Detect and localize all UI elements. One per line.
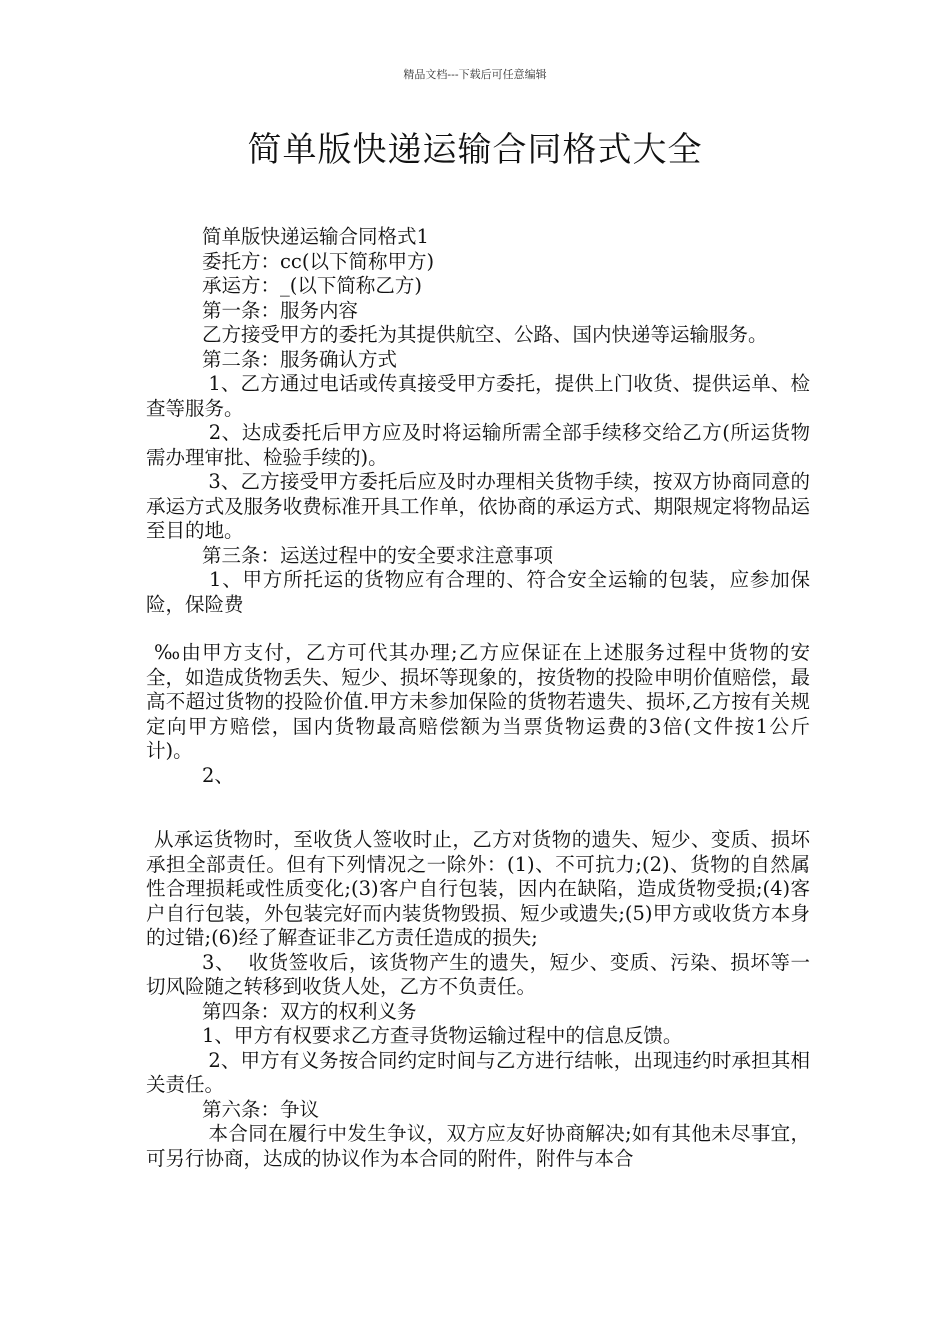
article-6-text: 本合同在履行中发生争议，双方应友好协商解决;如有其他未尽事宜，可另行协商，达成的协议作为本合同的附件，附件与本合 [146,1122,810,1170]
spacer [146,617,810,641]
article-3-item-2-number: 2、 [202,763,234,787]
article-4-heading: 第四条：双方的权利义务 [202,999,417,1023]
article-3-heading: 第三条：运送过程中的安全要求注意事项 [202,543,554,567]
article-2-item-3: 3、乙方接受甲方委托后应及时办理相关货物手续，按双方协商同意的承运方式及服务收费标准开具工作单，依协商的承运方式、期限规定将物品运至目的地。 [146,470,810,542]
article-4-item-1: 1、甲方有权要求乙方查寻货物运输过程中的信息反馈。 [202,1024,683,1047]
article-6-heading: 第六条：争议 [202,1097,320,1121]
article-1-heading: 第一条：服务内容 [202,298,359,322]
article-3-item-3: 3、 收货签收后，该货物产生的遗失，短少、变质、污染、损坏等一切风险随之转移到收货人处，乙方不负责任。 [146,950,810,998]
header-note: 精品文档---下载后可任意编辑 [403,68,547,81]
article-3-item-2-text: 从承运货物时，至收货人签收时止，乙方对货物的遗失、短少、变质、损坏承担全部责任。但有下列情况之一除外：(1)、不可抗力;(2)、货物的自然属性合理损耗或性质变化;(3)客户自行包装，因内在缺陷，造成货物受损;(4)客户自行包装，外包装完好而内装货物毁损、短少或遗失;(5)甲方或收货方本身的过错;(6)经了解查证非乙方责任造成的损失; [146,828,810,949]
document-body [146,225,810,1171]
article-3-item-1: 1、甲方所托运的货物应有合理的、符合安全运输的包装，应参加保险，保险费 [146,568,810,616]
article-4-item-2: 2、甲方有义务按合同约定时间与乙方进行结帐，出现违约时承担其相关责任。 [146,1048,810,1096]
article-3-item-1-continued: ‰由甲方支付，乙方可代其办理;乙方应保证在上述服务过程中货物的安全，如造成货物丢失、短少、损坏等现象的，按货物的投险申明价值赔偿，最高不超过货物的投险价值.甲方未参加保险的货物若遗失、损坏,乙方按有关规定向甲方赔偿，国内货物最高赔偿额为当票货物运费的3倍(文件按1公斤计)。 [146,641,810,762]
article-1-text: 乙方接受甲方的委托为其提供航空、公路、国内快递等运输服务。 [202,323,768,346]
article-2-item-2: 2、达成委托后甲方应及时将运输所需全部手续移交给乙方(所运货物需办理审批、检验手续的)。 [146,421,811,469]
article-2-heading: 第二条：服务确认方式 [202,347,398,371]
subtitle-paragraph: 简单版快递运输合同格式1 [202,225,429,248]
document-title: 简单版快递运输合同格式大全 [247,130,703,170]
carrier-party: 承运方：_(以下简称乙方) [202,274,422,297]
spacer [146,788,810,828]
article-2-item-1: 1、乙方通过电话或传真接受甲方委托，提供上门收货、提供运单、检查等服务。 [146,372,810,420]
client-party: 委托方：cc(以下简称甲方) [202,249,435,273]
